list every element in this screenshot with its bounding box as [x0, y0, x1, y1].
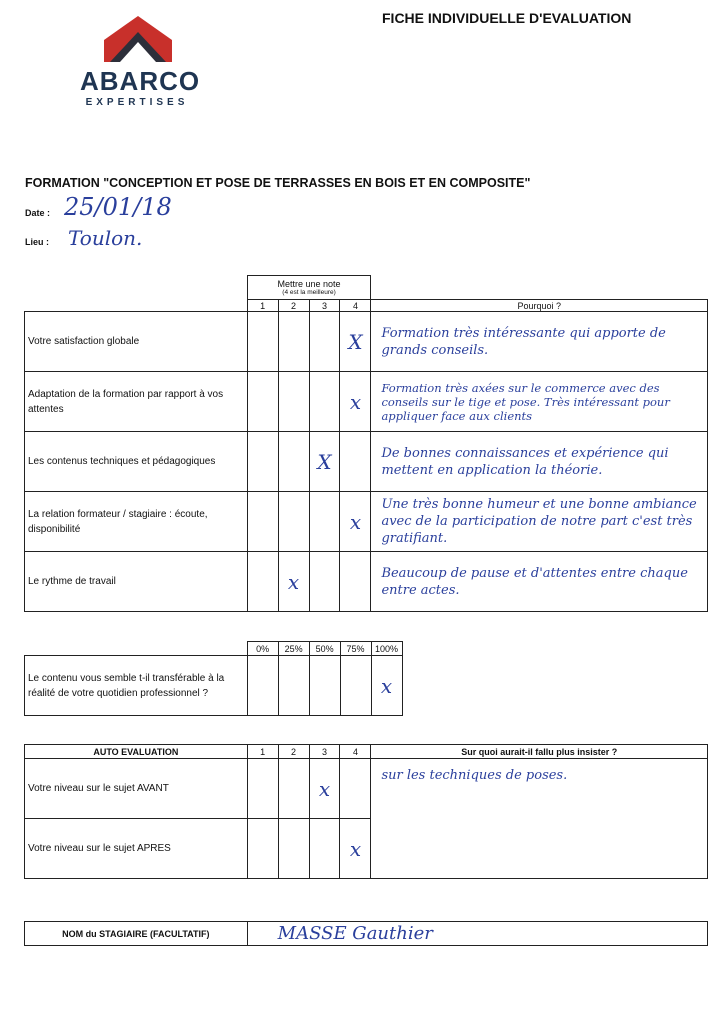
row-label: Le rythme de travail: [25, 552, 248, 612]
row-label: La relation formateur / stagiaire : écoute, disponibilité: [25, 492, 248, 552]
table-row: [25, 759, 708, 819]
insist-header: Sur quoi aurait-il fallu plus insister ?: [371, 745, 708, 759]
why-header: Pourquoi ?: [371, 300, 708, 312]
col-header-2: 2: [278, 300, 309, 312]
insist-comment: sur les techniques de poses.: [371, 759, 708, 879]
score-mark: x: [278, 552, 309, 612]
score-mark: x: [371, 656, 402, 716]
auto-eval-header: AUTO EVALUATION: [25, 745, 248, 759]
pct-header-75: 75%: [340, 642, 371, 656]
table-row: [25, 552, 708, 612]
date-value: 25/01/18: [64, 193, 172, 221]
row-comment: Formation très axées sur le commerce avec des conseils sur le tige et pose. Très intéressant pour appliquer face aux clients: [371, 372, 708, 432]
trainee-name-label: NOM du STAGIAIRE (FACULTATIF): [25, 922, 248, 946]
col-header-2: 2: [278, 745, 309, 759]
pct-header-100: 100%: [371, 642, 402, 656]
evaluation-table: [24, 275, 708, 612]
note-header-sub: (4 est la meilleure): [282, 289, 336, 296]
note-header: [247, 276, 371, 300]
col-header-3: 3: [309, 300, 340, 312]
row-label: Le contenu vous semble t-il transférable à la réalité de votre quotidien professionnel ?: [25, 656, 248, 716]
row-comment: De bonnes connaissances et expérience qui mettent en application la théorie.: [371, 432, 708, 492]
table-row: [25, 432, 708, 492]
table-row: [25, 312, 708, 372]
note-header-title: Mettre une note: [277, 279, 341, 289]
row-comment: Formation très intéressante qui apporte de grands conseils.: [371, 312, 708, 372]
pct-header-0: 0%: [247, 642, 278, 656]
row-label: Votre niveau sur le sujet APRES: [25, 819, 248, 879]
col-header-1: 1: [247, 745, 278, 759]
logo-name: ABARCO: [80, 66, 201, 96]
table-row: [25, 372, 708, 432]
col-header-4: 4: [340, 745, 371, 759]
document-title: FICHE INDIVIDUELLE D'EVALUATION: [382, 10, 632, 26]
score-mark: x: [340, 492, 371, 552]
row-label: Votre niveau sur le sujet AVANT: [25, 759, 248, 819]
lieu-label: Lieu :: [25, 237, 49, 247]
self-evaluation-table: [24, 744, 708, 879]
col-header-4: 4: [340, 300, 371, 312]
date-label: Date :: [25, 208, 51, 218]
pct-header-50: 50%: [309, 642, 340, 656]
row-label: Les contenus techniques et pédagogiques: [25, 432, 248, 492]
col-header-1: 1: [247, 300, 278, 312]
score-mark: X: [340, 312, 371, 372]
row-comment: Beaucoup de pause et d'attentes entre chaque entre actes.: [371, 552, 708, 612]
pct-header-25: 25%: [278, 642, 309, 656]
table-row: [25, 656, 708, 716]
transferability-table: [24, 641, 708, 716]
row-label: Adaptation de la formation par rapport à vos attentes: [25, 372, 248, 432]
logo-subtitle: EXPERTISES: [85, 97, 189, 108]
score-mark: x: [309, 759, 340, 819]
score-mark: X: [309, 432, 340, 492]
formation-title: FORMATION "CONCEPTION ET POSE DE TERRASSES EN BOIS ET EN COMPOSITE": [25, 176, 531, 190]
logo-roof-icon: [100, 14, 176, 64]
col-header-3: 3: [309, 745, 340, 759]
trainee-name-table: [24, 921, 708, 946]
lieu-value: Toulon.: [68, 226, 143, 250]
score-mark: x: [340, 372, 371, 432]
row-comment: Une très bonne humeur et une bonne ambiance avec de la participation de notre part c'est très gratifiant.: [371, 492, 708, 552]
company-logo: [80, 14, 200, 114]
row-label: Votre satisfaction globale: [25, 312, 248, 372]
score-mark: x: [340, 819, 371, 879]
trainee-name-value: MASSE Gauthier: [247, 922, 707, 946]
table-row: [25, 492, 708, 552]
